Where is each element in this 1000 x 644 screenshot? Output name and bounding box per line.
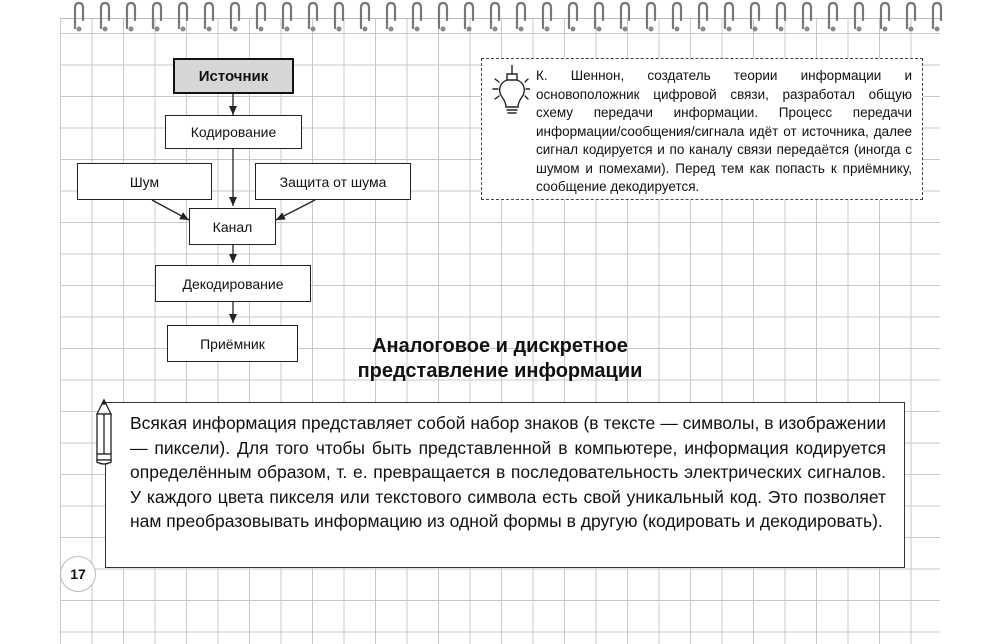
- receiver-box: Приёмник: [167, 325, 298, 362]
- shannon-note-text: К. Шеннон, создатель теории информации и основоположник цифровой связи, разработал общую схему передачи информации. Процесс передачи информации/сообщения/сигнала идёт от источника, далее сигнал кодируется и по каналу связи передаётся (иногда с шумом и помехами). Перед тем как попасть к приёмнику, сообщение декодируется.: [536, 68, 912, 194]
- decoding-box: Декодирование: [155, 265, 311, 302]
- shannon-note: [481, 58, 923, 200]
- noise-protection-box: Защита от шума: [255, 163, 411, 200]
- arrow-protection-channel: [276, 200, 315, 220]
- channel-box: Канал: [189, 208, 276, 245]
- section-title-line2: представление информации: [357, 360, 643, 382]
- encoding-box: Кодирование: [165, 115, 302, 149]
- info-box-text: Всякая информация представляет собой набор знаков (в тексте — символы, в изображении — пиксели). Для того чтобы быть представленной в компьютере, информация кодируется определённым образом, т. е. превращается в последовательность электрических сигналов. У каждого цвета пикселя или текстового символа есть свой уникальный код. Это позволяет нам преобразовывать информацию из одной формы в другую (кодировать и декодировать).: [130, 413, 886, 532]
- lightbulb-icon: [490, 65, 530, 119]
- info-box: [105, 402, 905, 568]
- section-title-line1: Аналоговое и дискретное: [372, 335, 628, 357]
- page-number: 17: [60, 556, 96, 592]
- arrow-noise-channel: [152, 200, 189, 220]
- noise-box: Шум: [77, 163, 212, 200]
- source-box: Источник: [173, 58, 294, 94]
- pencil-icon: [90, 398, 118, 466]
- section-title: [310, 334, 690, 384]
